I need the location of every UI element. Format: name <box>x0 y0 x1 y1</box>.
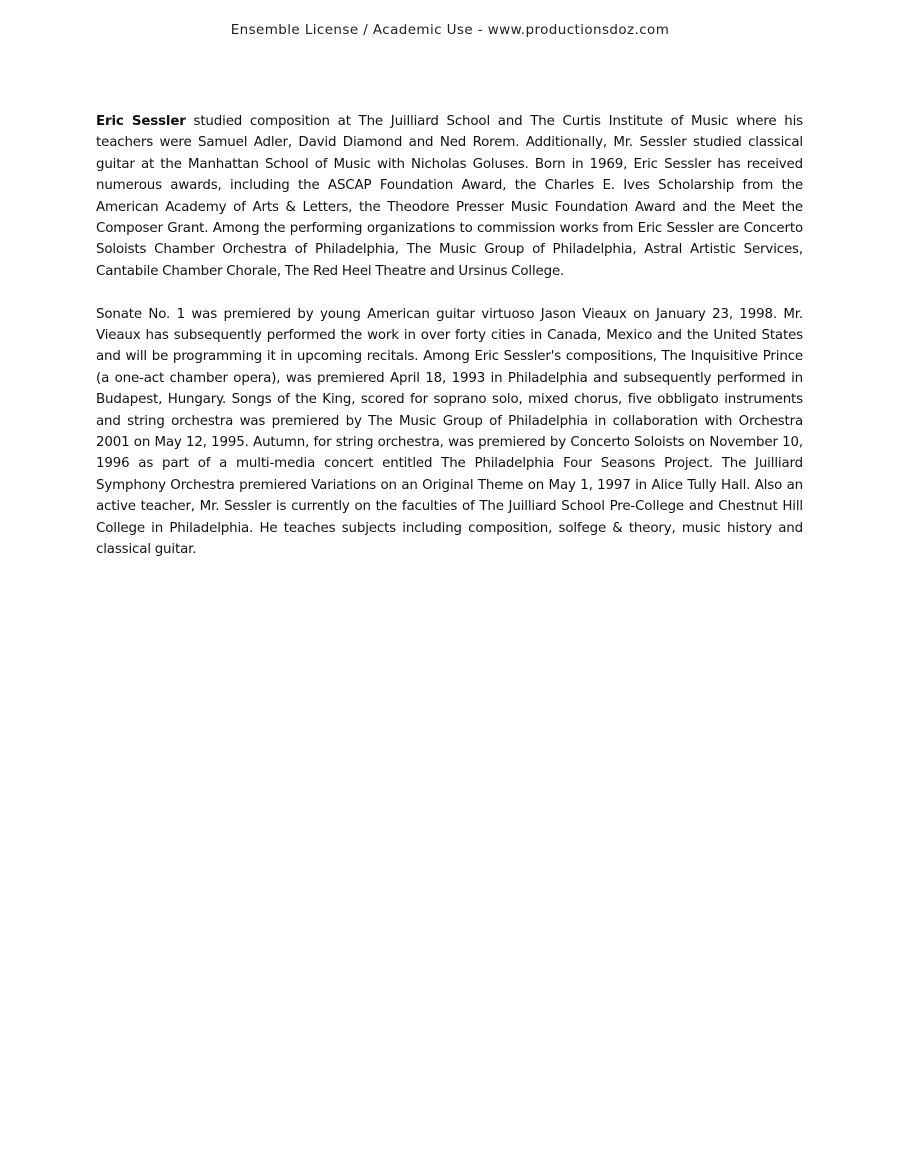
bio-paragraph-2: Sonate No. 1 was premiered by young American guitar virtuoso Jason Vieaux on January 23, 1998. Mr. Vieaux has subsequently performed the work in over forty cities in Canada, Mexico and the United States and will be programming it in upcoming recitals. Among Eric Sessler's compositions, The Inquisitive Prince (a one-act chamber opera), was premiered April 18, 1993 in Philadelphia and subsequently performed in Budapest, Hungary. Songs of the King, scored for soprano solo, mixed chorus, five obbligato instruments and string orchestra was premiered by The Music Group of Philadelphia in collaboration with Orchestra 2001 on May 12, 1995. Autumn, for string orchestra, was premiered by Concerto Soloists on November 10, 1996 as part of a multi-media concert entitled The Philadelphia Four Seasons Project. The Juilliard Symphony Orchestra premiered Variations on an Original Theme on May 1, 1997 in Alice Tully Hall. Also an active teacher, Mr. Sessler is currently on the faculties of The Juilliard School Pre-College and Chestnut Hill College in Philadelphia. He teaches subjects including composition, solfege & theory, music history and classical guitar. <box>96 306 803 558</box>
license-header: Ensemble License / Academic Use - www.productionsdoz.com <box>230 22 670 38</box>
bio-paragraph-1-text: studied composition at The Juilliard School and The Curtis Institute of Music where his teachers were Samuel Adler, David Diamond and Ned Rorem. Additionally, Mr. Sessler studied classical guitar at the Manhattan School of Music with Nicholas Goluses. Born in 1969, Eric Sessler has received numerous awards, including the ASCAP Foundation Award, the Charles E. Ives Scholarship from the American Academy of Arts & Letters, the Theodore Presser Music Foundation Award and the Meet the Composer Grant. Among the performing organizations to commission works from Eric Sessler are Concerto Soloists Chamber Orchestra of Philadelphia, The Music Group of Philadelphia, Astral Artistic Services, Cantabile Chamber Chorale, The Red Heel Theatre and Ursinus College. <box>96 114 804 279</box>
bio-paragraph-1 <box>96 111 803 282</box>
biography <box>96 111 803 582</box>
composer-name: Eric Sessler <box>96 114 186 129</box>
